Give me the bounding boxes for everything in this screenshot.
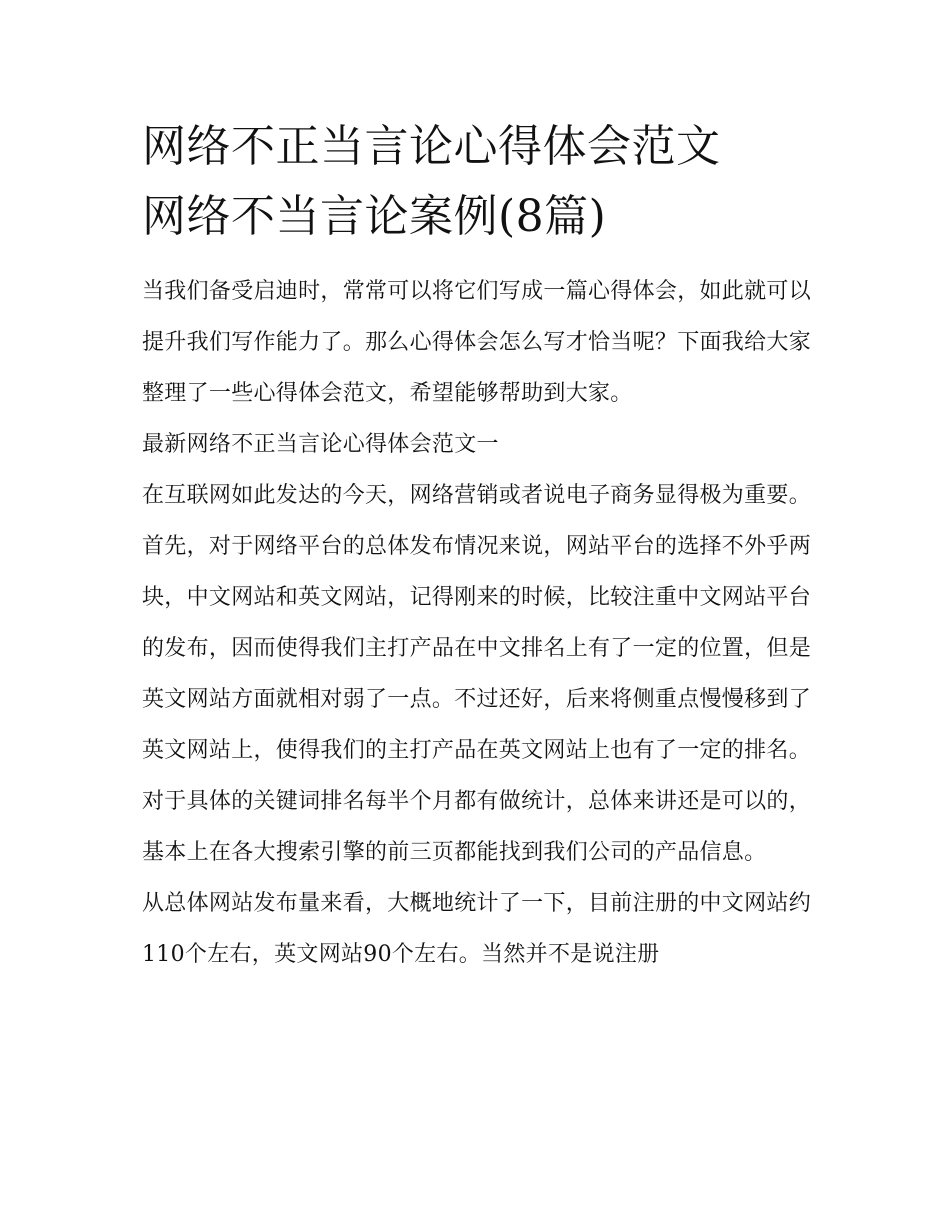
intro-paragraph: 当我们备受启迪时，常常可以将它们写成一篇心得体会，如此就可以提升我们写作能力了。那么心得体会怎么写才恰当呢？下面我给大家整理了一些心得体会范文，希望能够帮助到大家。	[142, 279, 812, 406]
document-title	[142, 112, 814, 252]
title-line-2: 网络不当言论案例(8篇)	[142, 191, 607, 242]
section-heading: 最新网络不正当言论心得体会范文一	[142, 432, 499, 457]
document-content	[142, 112, 814, 980]
body-paragraph-1: 在互联网如此发达的今天，网络营销或者说电子商务显得极为重要。首先，对于网络平台的总体发布情况来说，网站平台的选择不外乎两块，中文网站和英文网站，记得刚来的时候，比较注重中文网站平台的发布，因而使得我们主打产品在中文排名上有了一定的位置，但是英文网站方面就相对弱了一点。不过还好，后来将侧重点慢慢移到了英文网站上，使得我们的主打产品在英文网站上也有了一定的排名。对于具体的关键词排名每半个月都有做统计，总体来讲还是可以的，基本上在各大搜索引擎的前三页都能找到我们公司的产品信息。	[142, 483, 812, 865]
title-line-1: 网络不正当言论心得体会范文	[142, 121, 721, 172]
body-paragraph-2: 从总体网站发布量来看，大概地统计了一下，目前注册的中文网站约110个左右，英文网站90个左右。当然并不是说注册	[142, 891, 812, 967]
